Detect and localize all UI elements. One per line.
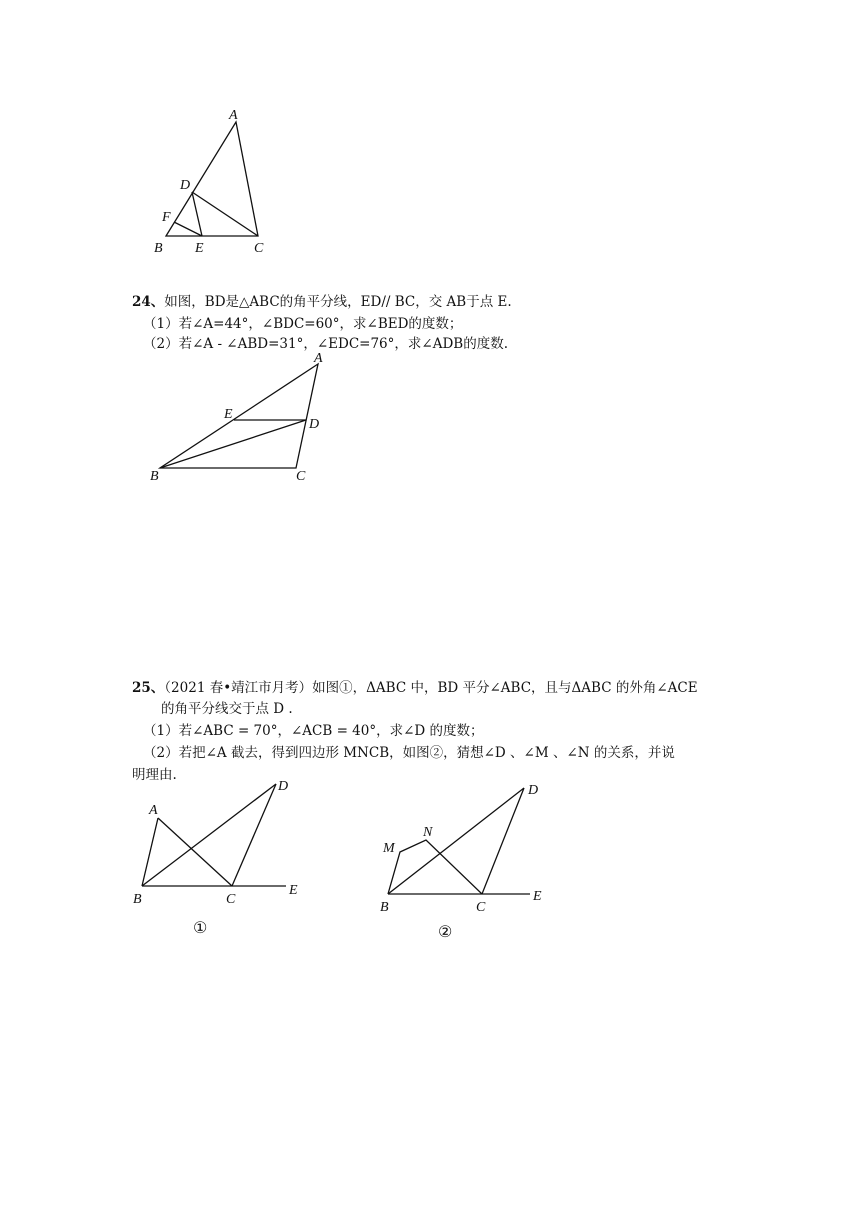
label-n: N <box>423 825 433 840</box>
segment-fe <box>174 222 202 236</box>
label-e: E <box>533 889 542 904</box>
label-f: F <box>162 210 171 225</box>
label-d: D <box>180 178 191 193</box>
q25-part2-line1: （2）若把∠A 截去，得到四边形 MNCB，如图②，猜想∠D 、∠M 、∠N 的关系，并说 <box>143 745 675 761</box>
label-d: D <box>309 417 320 432</box>
label-b: B <box>133 892 142 907</box>
segment-dc <box>192 192 258 236</box>
q25-stem-line1 <box>132 677 698 699</box>
q24-part1: （1）若∠A=44°，∠BDC=60°，求∠BED的度数； <box>143 316 463 332</box>
label-d: D <box>278 779 289 794</box>
label-c: C <box>254 241 264 256</box>
label-a: A <box>229 108 238 123</box>
figure-q24 <box>0 340 860 490</box>
label-a: A <box>314 351 323 366</box>
label-e: E <box>195 241 204 256</box>
q24-part2: （2）若∠A - ∠ABD=31°，∠EDC=76°，求∠ADB的度数. <box>143 336 508 352</box>
caption-2: ② <box>438 924 453 941</box>
label-b: B <box>154 241 163 256</box>
label-e: E <box>224 407 233 422</box>
label-b: B <box>150 469 159 484</box>
label-d: D <box>528 783 539 798</box>
q25-source: （2021 春•靖江市月考） <box>164 680 313 696</box>
q25-part1: （1）若∠ABC = 70°，∠ACB = 40°，求∠D 的度数； <box>143 723 484 739</box>
q24-stem-line <box>132 291 512 313</box>
label-m: M <box>383 841 395 856</box>
triangle-abc <box>160 364 318 468</box>
caption-1: ① <box>193 920 208 937</box>
figure-q23 <box>0 0 860 270</box>
label-c: C <box>226 892 236 907</box>
quadrilateral-bmnc <box>388 840 482 894</box>
figure-q25-2 <box>0 770 860 950</box>
q24-number: 24、 <box>132 294 165 310</box>
q24-stem: 如图，BD是△ABC的角平分线，ED// BC，交 AB于点 E. <box>164 294 512 310</box>
segment-de <box>192 192 202 236</box>
q25-number: 25、 <box>132 680 165 696</box>
q25-part2-line2: 明理由. <box>132 767 177 783</box>
label-b: B <box>380 900 389 915</box>
label-e: E <box>289 883 298 898</box>
segment-bd <box>160 420 306 468</box>
q25-stem-1: 如图①，ΔABC 中，BD 平分∠ABC，且与ΔABC 的外角∠ACE <box>312 680 698 696</box>
label-c: C <box>476 900 486 915</box>
label-c: C <box>296 469 306 484</box>
q25-stem-line2: 的角平分线交于点 D . <box>161 701 293 717</box>
label-a: A <box>149 803 158 818</box>
